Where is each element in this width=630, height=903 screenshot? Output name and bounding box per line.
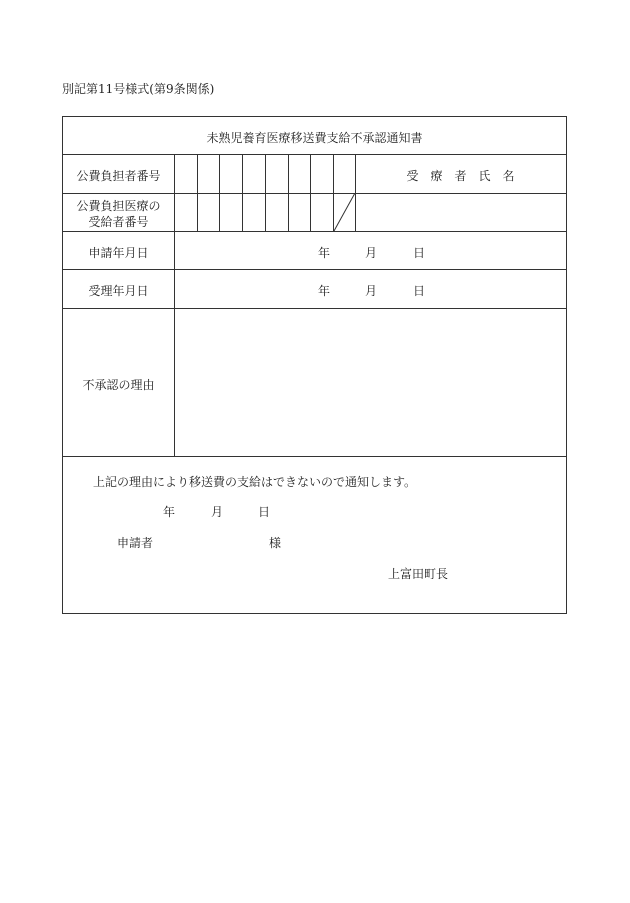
row-divider bbox=[63, 193, 566, 194]
issuer-title: 上富田町長 bbox=[388, 567, 449, 581]
digit-box-divider bbox=[310, 154, 311, 231]
notice-day-unit: 日 bbox=[258, 505, 271, 519]
digit-box-divider bbox=[219, 154, 220, 231]
notice-year-unit: 年 bbox=[163, 505, 176, 519]
label-column-divider bbox=[174, 154, 175, 456]
notice-month-unit: 月 bbox=[211, 505, 224, 519]
application-date-label: 申請年月日 bbox=[88, 246, 149, 260]
receipt-day-unit: 日 bbox=[413, 284, 426, 298]
recipient-number-label-line1: 公費負担医療の bbox=[76, 199, 161, 213]
digit-box-divider bbox=[197, 154, 198, 231]
row-divider bbox=[63, 456, 566, 457]
crossed-out-box bbox=[333, 193, 356, 232]
digit-box-divider bbox=[242, 154, 243, 231]
honorific: 様 bbox=[269, 536, 282, 550]
form-reference: 別記第11号様式(第9条関係) bbox=[62, 82, 215, 96]
row-divider bbox=[63, 269, 566, 270]
applicant-label: 申請者 bbox=[117, 536, 154, 550]
public-payer-number-label: 公費負担者番号 bbox=[76, 169, 161, 183]
recipient-name-label: 受 療 者 氏 名 bbox=[406, 169, 515, 183]
notice-form bbox=[62, 116, 567, 614]
application-day-unit: 日 bbox=[413, 246, 426, 260]
digit-box-divider bbox=[265, 154, 266, 231]
row-divider bbox=[63, 231, 566, 232]
row-divider bbox=[63, 308, 566, 309]
digit-box-divider bbox=[288, 154, 289, 231]
notice-message: 上記の理由により移送費の支給はできないので通知します。 bbox=[93, 475, 417, 489]
reason-label: 不承認の理由 bbox=[82, 378, 155, 392]
receipt-month-unit: 月 bbox=[365, 284, 378, 298]
application-month-unit: 月 bbox=[365, 246, 378, 260]
document-title: 未熟児養育医療移送費支給不承認通知書 bbox=[206, 131, 423, 145]
application-year-unit: 年 bbox=[318, 246, 331, 260]
receipt-date-label: 受理年月日 bbox=[88, 284, 149, 298]
row-divider bbox=[63, 154, 566, 155]
receipt-year-unit: 年 bbox=[318, 284, 331, 298]
recipient-number-label-line2: 受給者番号 bbox=[88, 215, 149, 229]
